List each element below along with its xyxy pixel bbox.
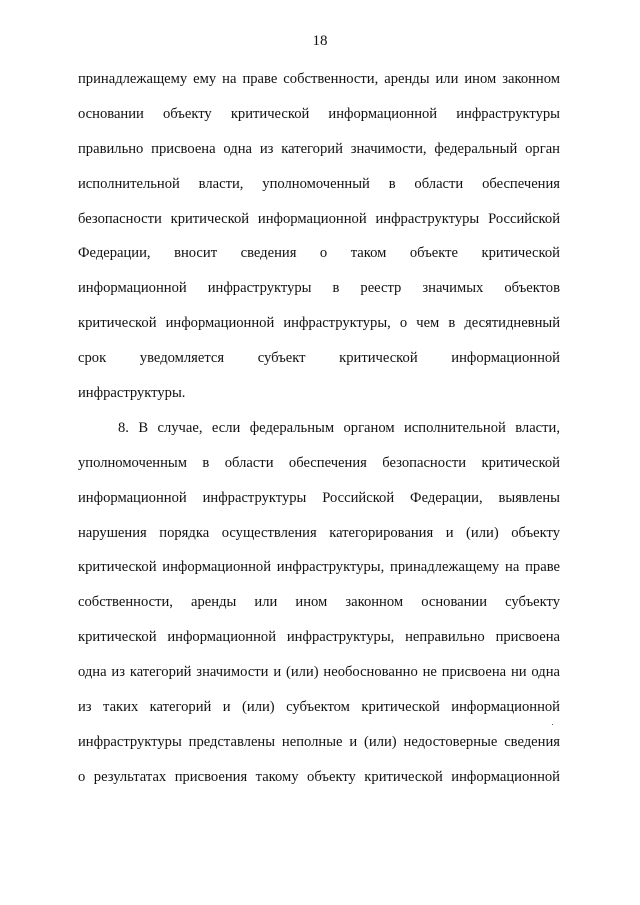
text-line: уполномоченным в области обеспечения безопасности критической [78, 454, 560, 471]
text-line: основании объекту критической информационной инфраструктуры [78, 105, 560, 122]
text-line: критической информационной инфраструктуры, принадлежащему на праве [78, 559, 560, 576]
text-line: из таких категорий и (или) субъектом критической информационной [78, 699, 560, 716]
text-line: инфраструктуры представлены неполные и (или) недостоверные сведения [78, 733, 560, 750]
text-line: одна из категорий значимости и (или) необоснованно не присвоена ни одна [78, 664, 560, 681]
text-line: правильно присвоена одна из категорий значимости, федеральный орган [78, 140, 560, 157]
document-body [78, 68, 560, 801]
text-line: срок уведомляется субъект критической информационной [78, 350, 560, 367]
text-line: собственности, аренды или ином законном основании субъекту [78, 594, 560, 611]
text-line: Федерации, вносит сведения о таком объекте критической [78, 245, 560, 262]
text-line: исполнительной власти, уполномоченный в области обеспечения [78, 175, 560, 192]
text-line: информационной инфраструктуры Российской Федерации, выявлены [78, 489, 560, 506]
text-line: критической информационной инфраструктуры, о чем в десятидневный [78, 315, 560, 332]
paragraph-start-line: 8. В случае, если федеральным органом исполнительной власти, [118, 419, 560, 436]
text-line: информационной инфраструктуры в реестр значимых объектов [78, 280, 560, 297]
scan-speck [552, 724, 553, 725]
text-line: инфраструктуры. [78, 385, 186, 402]
page-number: 18 [312, 33, 328, 49]
text-line: о результатах присвоения такому объекту критической информационной [78, 768, 560, 785]
text-line: безопасности критической информационной инфраструктуры Российской [78, 210, 560, 227]
text-line: нарушения порядка осуществления категорирования и (или) объекту [78, 524, 560, 541]
text-line: принадлежащему ему на праве собственности, аренды или ином законном [78, 71, 560, 87]
text-line: критической информационной инфраструктуры, неправильно присвоена [78, 629, 560, 646]
